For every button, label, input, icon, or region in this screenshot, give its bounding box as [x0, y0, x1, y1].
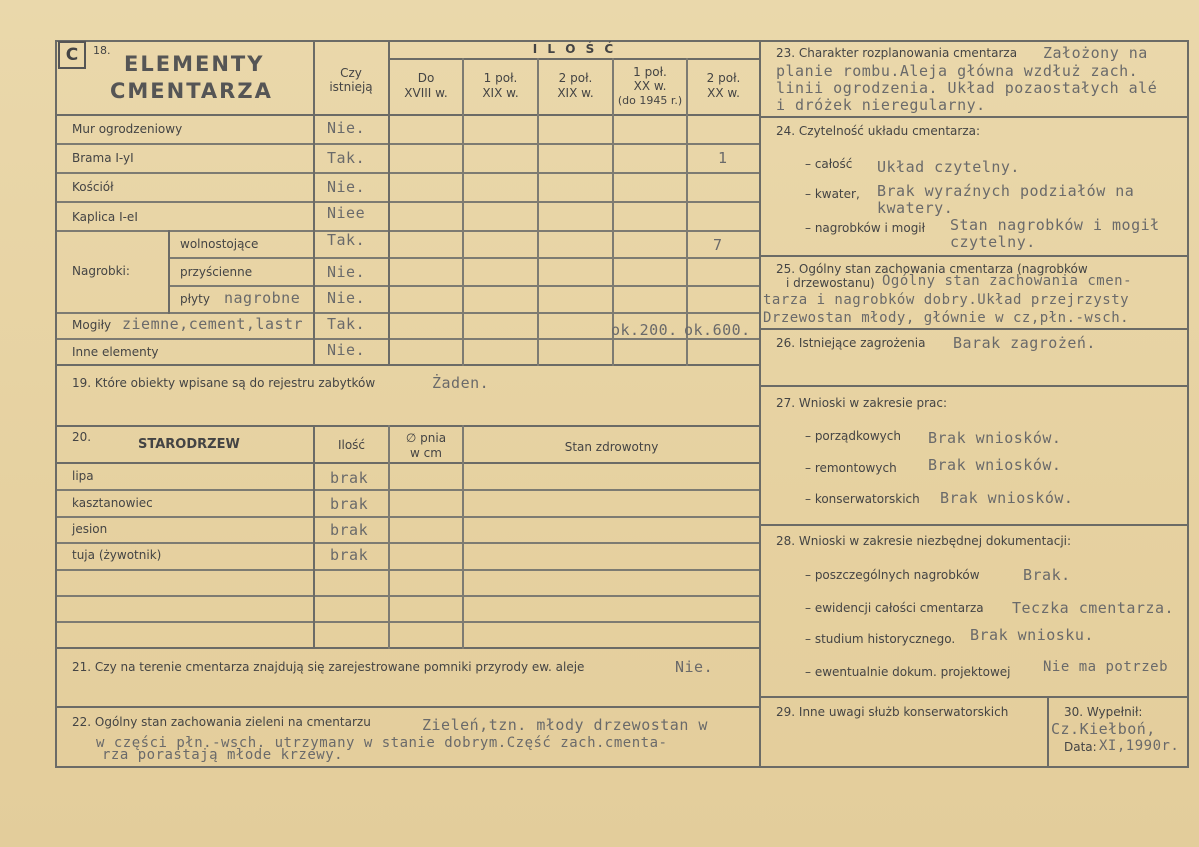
value-kaplica-exists: Niee: [327, 204, 366, 222]
s22-line-2: w części płn.-wsch. utrzymany w stanie dobrym.Część zach.cmenta-: [96, 735, 668, 751]
s24-nagrobkow-value-2: czytelny.: [950, 233, 1036, 251]
s30-date-label: Data:: [1064, 740, 1097, 754]
s27-rem-label: – remontowych: [805, 461, 897, 475]
tree-qty-3: brak: [330, 521, 369, 539]
period-4-l2: XX w.: [633, 79, 667, 93]
value-brama-q5: 1: [718, 149, 728, 167]
rule: [55, 201, 759, 203]
tree-qty-2: brak: [330, 495, 369, 513]
rule: [55, 516, 759, 518]
title-line-1: ELEMENTY: [124, 52, 265, 76]
rule: [55, 706, 759, 708]
row-label-inne: Inne elementy: [72, 345, 159, 359]
s24-calosc-value: Układ czytelny.: [877, 158, 1020, 176]
rule: [759, 255, 1189, 257]
row-label-nagrobki: Nagrobki:: [72, 264, 130, 278]
tree-name-1: lipa: [72, 469, 94, 483]
tree-qty-4: brak: [330, 546, 369, 564]
rule: [168, 230, 170, 314]
rule: [55, 647, 759, 649]
s27-porz-label: – porządkowych: [805, 429, 901, 443]
tree-name-3: jesion: [72, 522, 108, 536]
period-5-l1: 2 poł.: [706, 71, 741, 85]
rule: [759, 524, 1189, 526]
s21-label: 21. Czy na terenie cmentarza znajdują się zarejestrowane pomniki przyrody ew. aleje: [72, 660, 585, 674]
rule: [759, 116, 1189, 118]
s24-nagrobkow-label: – nagrobków i mogił: [805, 221, 926, 235]
value-przy-exists: Nie.: [327, 263, 366, 281]
s27-label: 27. Wnioski w zakresie prac:: [776, 396, 948, 410]
value-brama-exists: Tak.: [327, 149, 366, 167]
s20-col-pnia-1: ∅ pnia: [405, 431, 447, 445]
row-label-mur: Mur ogrodzeniowy: [72, 122, 183, 136]
rule: [55, 143, 759, 145]
row-label-plyty: płyty: [180, 292, 210, 306]
value-mogily-typed: ziemne,cement,lastr: [122, 315, 304, 333]
s25-label-1: 25. Ogólny stan zachowania cmentarza (nagrobków: [776, 262, 1088, 276]
s27-kons-label: – konserwatorskich: [805, 492, 920, 506]
value-mogily-q4: ok.200.: [611, 321, 678, 339]
section-number: 18.: [93, 44, 111, 57]
period-2-l1: 1 poł.: [483, 71, 518, 85]
rule: [55, 312, 759, 314]
s23-line-3: linii ogrodzenia. Układ pozaostałych alé: [776, 79, 1158, 97]
rule: [55, 230, 759, 232]
rule: [55, 621, 759, 623]
rule: [1187, 40, 1189, 768]
rule: [462, 58, 464, 366]
tree-name-4: tuja (żywotnik): [72, 548, 162, 562]
period-3-l1: 2 poł.: [558, 71, 593, 85]
s20-col-stan: Stan zdrowotny: [564, 440, 659, 454]
s20-col-pnia-2: w cm: [410, 446, 442, 460]
row-label-wolnostojace: wolnostojące: [180, 237, 259, 251]
rule: [55, 595, 759, 597]
s30-name: Cz.Kiełboń,: [1051, 720, 1156, 738]
row-label-kaplica: Kaplica I-eI: [72, 210, 138, 224]
rule: [759, 40, 1189, 42]
rule: [55, 542, 759, 544]
rule: [759, 696, 1189, 698]
period-5-l2: XX w.: [707, 86, 740, 100]
s29-label: 29. Inne uwagi służb konserwatorskich: [776, 705, 1009, 719]
s27-kons-value: Brak wniosków.: [940, 489, 1074, 507]
s25-line-1: Ogólny stan zachowania cmen-: [882, 273, 1133, 289]
s28-pn-label: – poszczególnych nagrobków: [805, 568, 980, 582]
value-mur-exists: Nie.: [327, 119, 366, 137]
period-1-l2: XVIII w.: [404, 86, 448, 100]
s28-proj-label: – ewentualnie dokum. projektowej: [805, 665, 1011, 679]
s23-label: 23. Charakter rozplanowania cmentarza: [776, 46, 1018, 60]
value-inne-exists: Nie.: [327, 341, 366, 359]
s24-kwater-label: – kwater,: [805, 187, 860, 201]
value-wolno-exists: Tak.: [327, 231, 366, 249]
s26-value: Barak zagrożeń.: [953, 334, 1096, 352]
s19-label: 19. Które obiekty wpisane są do rejestru zabytków: [72, 376, 376, 390]
rule: [55, 40, 57, 768]
s27-rem-value: Brak wniosków.: [928, 456, 1062, 474]
period-4-l3: (do 1945 r.): [617, 94, 683, 107]
row-label-mogily: Mogiły: [72, 318, 112, 332]
rule: [759, 385, 1189, 387]
row-label-kosciol: Kościół: [72, 180, 114, 194]
s20-number: 20.: [72, 430, 92, 444]
value-mogily-q5: ok.600.: [684, 321, 751, 339]
s24-calosc-label: – całość: [805, 157, 853, 171]
s27-porz-value: Brak wniosków.: [928, 429, 1062, 447]
s22-line-3: rza porastają młode krzewy.: [102, 747, 344, 763]
s24-nagrobkow-value-1: Stan nagrobków i mogił: [950, 216, 1160, 234]
s28-proj-value: Nie ma potrzeb: [1043, 659, 1169, 675]
s23-line-1: Założony na: [1043, 44, 1148, 62]
row-label-brama: Brama I-yI: [72, 151, 134, 165]
czy-label-1: Czy: [340, 66, 362, 80]
rule: [759, 328, 1189, 330]
tree-qty-1: brak: [330, 469, 369, 487]
s23-line-4: i dróżek nieregularny.: [776, 96, 986, 114]
s28-st-label: – studium historycznego.: [805, 632, 956, 646]
s30-label: 30. Wypełnił:: [1064, 705, 1143, 719]
value-plyty-exists: Nie.: [327, 289, 366, 307]
rule: [55, 364, 759, 366]
s22-line-1: Zieleń,tzn. młody drzewostan w: [422, 716, 708, 734]
s21-value: Nie.: [675, 658, 714, 676]
rule: [55, 569, 759, 571]
value-mogily-exists: Tak.: [327, 315, 366, 333]
period-1-l1: Do: [417, 71, 435, 85]
s20-col-ilosc: Ilość: [337, 438, 366, 452]
rule: [55, 462, 759, 464]
period-2-l2: XIX w.: [482, 86, 519, 100]
s19-value: Żaden.: [432, 374, 490, 392]
s25-line-2: tarza i nagrobków dobry.Układ przejrzysty: [763, 292, 1130, 308]
s24-kwater-value-1: Brak wyraźnych podziałów na: [877, 182, 1135, 200]
rule: [55, 425, 759, 427]
s28-label: 28. Wnioski w zakresie niezbędnej dokumentacji:: [776, 534, 1072, 548]
value-plyty-typed: nagrobne: [224, 289, 301, 307]
card-letter: C: [58, 41, 86, 69]
rule: [55, 114, 759, 116]
rule: [462, 425, 464, 649]
rule: [313, 425, 315, 649]
s26-label: 26. Istniejące zagrożenia: [776, 336, 926, 350]
s30-date-value: XI,1990r.: [1099, 738, 1180, 754]
period-3-l2: XIX w.: [557, 86, 594, 100]
rule: [55, 172, 759, 174]
title-line-2: CMENTARZA: [110, 79, 273, 103]
tree-name-2: kasztanowiec: [72, 496, 153, 510]
period-4-l1: 1 poł.: [633, 65, 667, 79]
rule: [759, 40, 761, 768]
s25-label-2: i drzewostanu): [786, 276, 875, 290]
rule: [55, 766, 1189, 768]
s25-line-3: Drzewostan młody, głównie w cz,płn.-wsch.: [763, 310, 1130, 326]
row-label-przyscienne: przyścienne: [180, 265, 253, 279]
s28-ew-value: Teczka cmentarza.: [1012, 599, 1175, 617]
ilosc-header: I L O Ś Ć: [532, 42, 617, 56]
s22-label: 22. Ogólny stan zachowania zieleni na cmentarzu: [72, 715, 371, 729]
value-kosciol-exists: Nie.: [327, 178, 366, 196]
rule: [390, 58, 759, 60]
s28-st-value: Brak wniosku.: [970, 626, 1094, 644]
s20-title: STARODRZEW: [138, 437, 240, 452]
value-wolno-q5: 7: [713, 236, 723, 254]
s24-label: 24. Czytelność układu cmentarza:: [776, 124, 981, 138]
rule: [55, 489, 759, 491]
s24-kwater-value-2: kwatery.: [877, 199, 954, 217]
rule: [537, 58, 539, 366]
s28-ew-label: – ewidencji całości cmentarza: [805, 601, 984, 615]
czy-label-2: istnieją: [329, 80, 373, 94]
s28-pn-value: Brak.: [1023, 566, 1071, 584]
s23-line-2: planie rombu.Aleja główna wzdłuż zach.: [776, 62, 1139, 80]
rule: [1047, 696, 1049, 768]
